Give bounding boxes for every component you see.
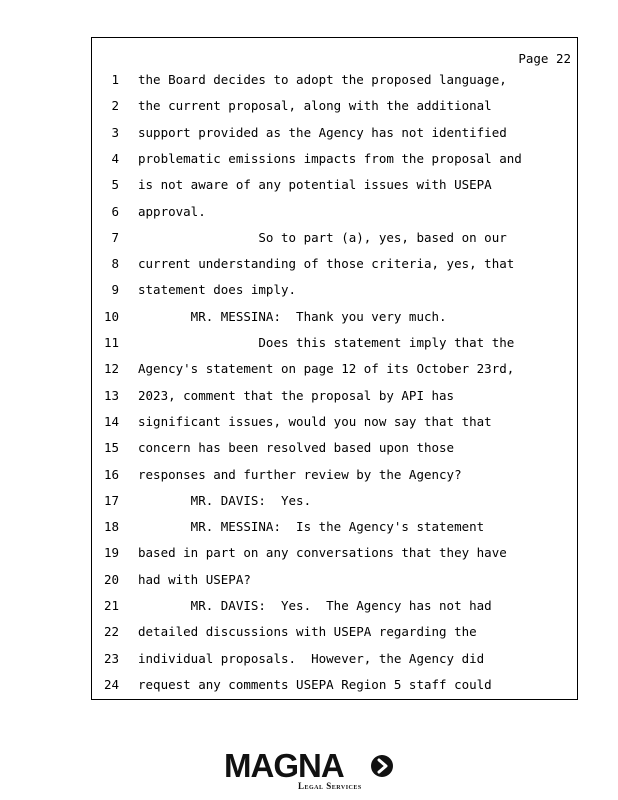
line-text: the Board decides to adopt the proposed language, <box>138 72 507 87</box>
line-text: support provided as the Agency has not identified <box>138 124 507 140</box>
transcript-line <box>92 440 577 460</box>
transcript-line <box>92 572 577 592</box>
transcript-line <box>92 151 577 171</box>
transcript-line <box>92 282 577 302</box>
transcript-line <box>92 125 577 145</box>
line-number: 23 <box>103 650 119 666</box>
line-number: 2 <box>111 98 119 114</box>
line-number: 19 <box>103 545 119 561</box>
transcript-line <box>92 98 577 118</box>
transcript-line <box>92 651 577 671</box>
transcript-line <box>92 177 577 197</box>
chevron-right-icon <box>370 754 394 778</box>
line-text: the current proposal, along with the additional <box>138 98 492 114</box>
transcript-line <box>92 309 577 329</box>
transcript-line <box>92 72 577 92</box>
line-text: based in part on any conversations that they have <box>138 545 507 561</box>
page-number: Page 22 <box>518 51 571 66</box>
line-text: significant issues, would you now say that that <box>138 413 492 429</box>
transcript-line <box>92 598 577 618</box>
line-number: 1 <box>111 72 119 87</box>
line-text: MR. MESSINA: Is the Agency's statement <box>138 519 485 535</box>
line-number: 22 <box>103 624 119 640</box>
line-text: statement does imply. <box>138 282 297 298</box>
line-number: 7 <box>111 229 119 245</box>
line-number: 13 <box>103 387 119 403</box>
transcript-line <box>92 256 577 276</box>
line-text: problematic emissions impacts from the proposal and <box>138 150 522 166</box>
line-text: responses and further review by the Agency? <box>138 466 462 482</box>
line-text: MR. DAVIS: Yes. <box>138 492 312 508</box>
line-number: 4 <box>111 150 119 166</box>
line-number: 15 <box>103 440 119 456</box>
line-text: current understanding of those criteria, yes, that <box>138 256 515 272</box>
line-text: MR. DAVIS: Yes. The Agency has not had <box>138 598 492 613</box>
line-number: 16 <box>103 466 119 482</box>
transcript-line <box>92 519 577 539</box>
logo-wordmark: MAGNA <box>224 747 344 784</box>
line-number: 21 <box>103 598 119 613</box>
transcript-page <box>91 37 578 700</box>
line-text: Agency's statement on page 12 of its October 23rd, <box>138 361 515 377</box>
line-number: 24 <box>103 676 119 692</box>
line-text: request any comments USEPA Region 5 staff could <box>138 676 492 692</box>
line-text: had with USEPA? <box>138 571 251 587</box>
transcript-line <box>92 677 577 697</box>
line-number: 17 <box>103 492 119 508</box>
magna-logo <box>224 748 396 792</box>
transcript-line <box>92 493 577 513</box>
line-number: 20 <box>103 571 119 587</box>
line-text: Does this statement imply that the <box>138 335 515 350</box>
line-text: detailed discussions with USEPA regarding the <box>138 624 477 640</box>
transcript-line <box>92 414 577 434</box>
line-number: 12 <box>103 361 119 377</box>
logo-tagline: Legal Services <box>298 781 362 791</box>
line-number: 5 <box>111 177 119 193</box>
transcript-line <box>92 335 577 355</box>
line-text: individual proposals. However, the Agency did <box>138 650 485 666</box>
line-number: 14 <box>103 413 119 429</box>
line-text: MR. MESSINA: Thank you very much. <box>138 308 447 324</box>
line-text: concern has been resolved based upon those <box>138 440 455 456</box>
line-number: 11 <box>103 335 119 350</box>
transcript-line <box>92 545 577 565</box>
line-number: 3 <box>111 124 119 140</box>
transcript-line <box>92 361 577 381</box>
transcript-line <box>92 467 577 487</box>
transcript-line <box>92 204 577 224</box>
transcript-line <box>92 230 577 250</box>
transcript-line <box>92 624 577 644</box>
line-text: 2023, comment that the proposal by API has <box>138 387 455 403</box>
line-text: is not aware of any potential issues with USEPA <box>138 177 492 193</box>
line-number: 6 <box>111 203 119 219</box>
line-number: 9 <box>111 282 119 298</box>
transcript-line <box>92 388 577 408</box>
line-number: 18 <box>103 519 119 535</box>
line-text: So to part (a), yes, based on our <box>138 229 507 245</box>
line-text: approval. <box>138 203 206 219</box>
line-number: 8 <box>111 256 119 272</box>
line-number: 10 <box>103 308 119 324</box>
